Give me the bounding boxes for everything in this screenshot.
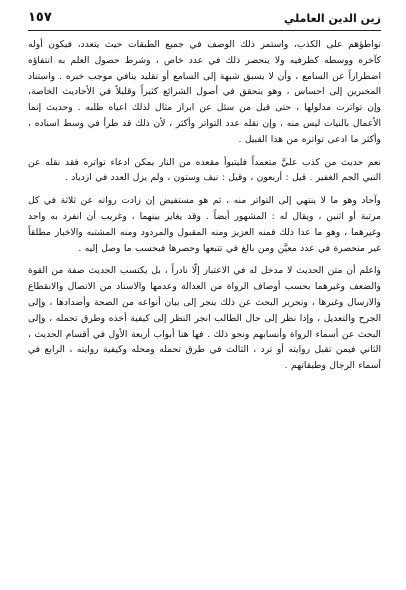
running-title: زين الدين العاملي: [284, 12, 381, 25]
paragraph-1: تواطؤهم على الكذب، واستمر ذلك الوصف في جميع الطبقات حيث يتعدد، فيكون أوله كآخره ووسطه كطرفيه ولا ينحصر ذلك في عدد خاص ، وشرط حصول العلم به انتفاؤه اضطراراً عن السامع ، وأن لا يسبق شبهة إلى السامع أو تقليد ينافي موجب خبره . واستناد المخبرين إلى احساس ، وهو يتحقق في أصول الشرائع كثيراً وقليلاً في الأحاديث الخاصة، وإن تواترت مدلولها ، حتى قيل من سئل عن ابراز مثال لذلك اعياه طلبه . وحديث إنما الأعمال بالنيات ليس منه ، وإن نقله عدد التواتر وأكثر ، لأن ذلك قد طرأ في وسط اسناده ، وأكثر ما ادعى تواتره من هذا القبيل .: [28, 39, 381, 145]
running-header: [28, 6, 381, 31]
paragraph-3: وآحاد وهو ما لا ينتهي إلى التواتر منه ، ثم هو مستفيض إن زادت رواته عن ثلاثة في كل مرتبة أو اثنين ، ويقال له : المشهور أيضاً . وقد يغاير بينهما ، وغريب أن انفرد به واحد وغيرهما ، وهو ما عدا ذلك فمنه العزيز ومنه المقبول والمردود ومنه المشتبه والاخبار مطلقاً غير منحصرة في عدد معيَّن ومن بالغ في تتبعها وحصرها فبحسب ما وصل إليه .: [28, 195, 381, 254]
paragraph-2: نعم حديث من كذب عليَّ متعمداً فليتبوأ مقعده من النار يمكن ادعاء تواتره فقد نقله عن النبي الجم الغفير . قيل : أربعون ، وقيل : نيف وستون ، ولم يزل العدد في ازدياد .: [28, 156, 381, 184]
page-number: ١٥٧: [28, 10, 52, 25]
paragraph-4: واعلم أن متن الحديث لا مدخل له في الاعتبار إلّا نادراً ، بل يكتسب الحديث صفة من القوة والضعف وغيرهما بحسب أوصاف الرواة من العدالة وعدمها والاسناد من الاتصال والانقطاع والارسال وغيرها ، وتحرير البحث عن ذلك ينجر إلى بيان أنواعه من الصحة وأضدادها ، وإلى الجرح والتعديل ، وإذا نظر إلى حال الطالب انجر النظر إلى كيفية أخذه وطرق تحمله ، وإلى البحث عن أسماء الرواة وأنسابهم ونحو ذلك . فها هنا أبواب أربعة الأول في أقسام الحديث ، الثاني فيمن تقبل روايته أو ترد ، الثالث في طرق تحمله ومحله وكيفية روايته ، الرابع في أسماء الرجال وطبقاتهم .: [28, 265, 381, 372]
body-text: [28, 37, 381, 374]
